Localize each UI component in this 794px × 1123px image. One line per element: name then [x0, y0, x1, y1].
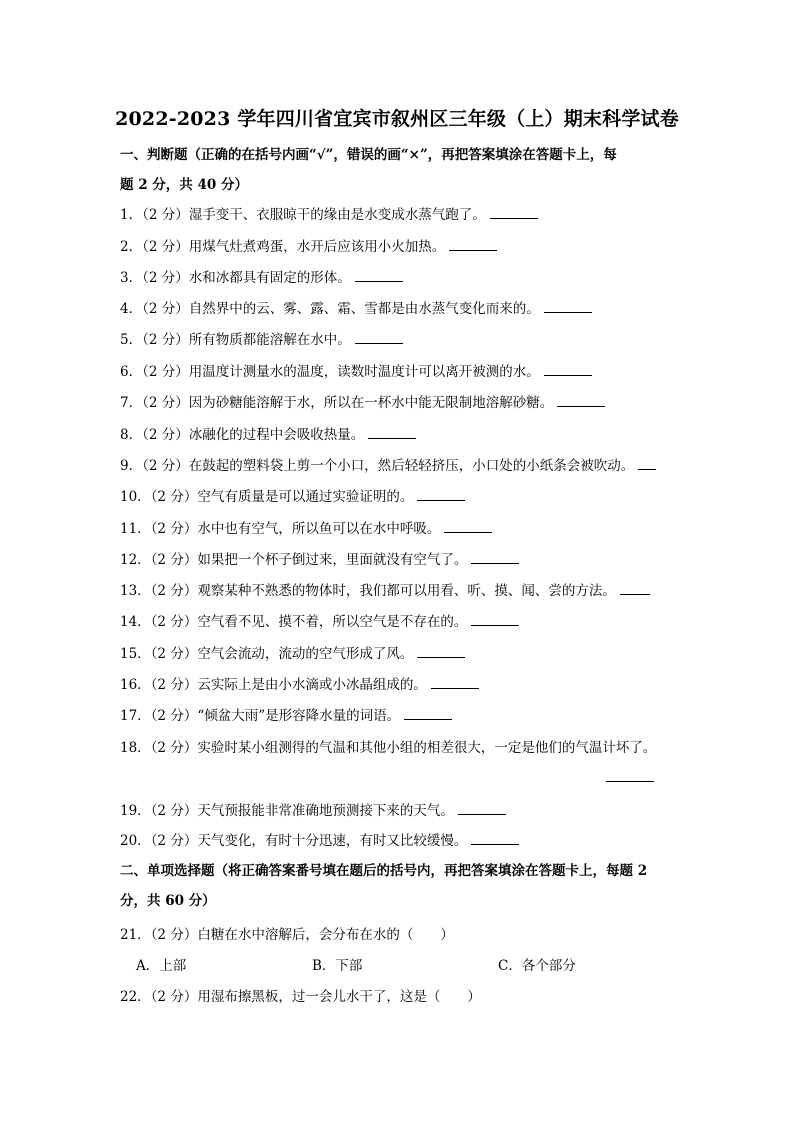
question-score: （2 分）: [150, 521, 198, 537]
question-2: [120, 237, 680, 257]
question-number: 20．: [120, 833, 151, 849]
question-17: [120, 706, 680, 726]
answer-blank[interactable]: [557, 394, 605, 407]
answer-blank[interactable]: [444, 520, 492, 533]
question-21: [120, 925, 680, 945]
question-number: 8．: [120, 427, 143, 443]
question-number: 1．: [120, 207, 143, 223]
question-9: [120, 456, 680, 476]
question-13: [120, 581, 680, 601]
question-text: 水和冰都具有固定的形体。: [188, 270, 351, 286]
question-text: “倾盆大雨”是形容降水量的词语。: [197, 708, 401, 724]
option-b[interactable]: B．下部: [312, 958, 363, 974]
question-score: （2 分）: [150, 989, 198, 1005]
answer-blank[interactable]: [471, 832, 519, 845]
section-2-heading: [120, 856, 680, 916]
question-20: [120, 831, 680, 851]
question-12: [120, 550, 680, 570]
question-score: （2 分）: [142, 301, 189, 317]
question-text: 用湿布擦黑板，过一会儿水干了，这是（ ）: [197, 989, 481, 1005]
answer-blank[interactable]: [638, 457, 656, 470]
question-text: 所有物质都能溶解在水中。: [188, 332, 351, 348]
section-1-heading: [120, 140, 680, 200]
question-number: 4．: [120, 301, 143, 317]
question-number: 6．: [120, 364, 143, 380]
question-16: [120, 675, 680, 695]
answer-blank[interactable]: [449, 238, 497, 251]
question-number: 2．: [120, 239, 143, 255]
section-1-line-1: 一、判断题（正确的在括号内画“√”，错误的画“×”，再把答案填涂在答题卡上，每: [120, 147, 617, 163]
question-6: [120, 362, 680, 382]
question-number: 22．: [120, 989, 151, 1005]
question-score: （2 分）: [150, 646, 198, 662]
section-2-line-1: 二、单项选择题（将正确答案番号填在题后的括号内，再把答案填涂在答题卡上，每题 2: [120, 863, 648, 879]
page-title: 2022-2023 学年四川省宜宾市叙州区三年级（上）期末科学试卷: [115, 108, 679, 130]
section-1-line-2: 题 2 分，共 40 分）: [120, 177, 248, 193]
answer-blank[interactable]: [471, 613, 519, 626]
question-text: 空气有质量是可以通过实验证明的。: [197, 489, 414, 505]
answer-blank[interactable]: [471, 551, 519, 564]
question-number: 10．: [120, 489, 151, 505]
question-number: 16．: [120, 677, 151, 693]
answer-blank[interactable]: [368, 426, 416, 439]
question-text: 观察某种不熟悉的物体时，我们都可以用看、听、摸、闻、尝的方法。: [197, 583, 616, 599]
question-number: 14．: [120, 614, 151, 630]
question-number: 9．: [120, 458, 143, 474]
question-number: 11．: [120, 521, 151, 537]
question-score: （2 分）: [142, 458, 189, 474]
question-score: （2 分）: [150, 927, 198, 943]
question-number: 7．: [120, 395, 143, 411]
question-11: [120, 519, 680, 539]
question-score: （2 分）: [142, 207, 189, 223]
question-text: 湿手变干、衣服晾干的缘由是水变成水蒸气跑了。: [188, 207, 486, 223]
question-text: 用煤气灶煮鸡蛋，水开后应该用小火加热。: [188, 239, 446, 255]
question-text: 空气会流动，流动的空气形成了风。: [197, 646, 414, 662]
question-score: （2 分）: [142, 427, 189, 443]
question-text: 天气变化，有时十分迅速，有时又比较缓慢。: [197, 833, 468, 849]
answer-blank[interactable]: [544, 300, 592, 313]
question-score: （2 分）: [142, 332, 189, 348]
answer-blank[interactable]: [458, 802, 506, 815]
option-a[interactable]: A．上部: [136, 958, 187, 974]
answer-blank[interactable]: [431, 676, 479, 689]
question-14: [120, 612, 680, 632]
question-score: （2 分）: [150, 552, 198, 568]
question-score: （2 分）: [150, 740, 198, 756]
answer-blank[interactable]: [490, 206, 538, 219]
question-text: 云实际上是由小水滴或小冰晶组成的。: [197, 677, 427, 693]
answer-blank[interactable]: [355, 331, 403, 344]
question-number: 5．: [120, 332, 143, 348]
question-score: （2 分）: [150, 833, 198, 849]
question-text: 水中也有空气，所以鱼可以在水中呼吸。: [197, 521, 441, 537]
question-19: [120, 801, 680, 821]
answer-blank[interactable]: [404, 707, 452, 720]
question-text: 因为砂糖能溶解于水，所以在一杯水中能无限制地溶解砂糖。: [188, 395, 554, 411]
question-7: [120, 393, 680, 413]
question-number: 21．: [120, 927, 151, 943]
question-score: （2 分）: [150, 614, 198, 630]
answer-blank[interactable]: [355, 269, 403, 282]
option-c[interactable]: C．各个部分: [498, 958, 576, 974]
question-score: （2 分）: [150, 803, 198, 819]
question-score: （2 分）: [142, 364, 189, 380]
question-score: （2 分）: [150, 677, 198, 693]
answer-blank[interactable]: [620, 582, 650, 595]
question-text: 冰融化的过程中会吸收热量。: [188, 427, 365, 443]
question-3: [120, 268, 680, 288]
question-number: 19．: [120, 803, 151, 819]
question-text: 用温度计测量水的温度，读数时温度计可以离开被测的水。: [188, 364, 540, 380]
question-number: 3．: [120, 270, 143, 286]
answer-blank[interactable]: [544, 363, 592, 376]
question-text: 自然界中的云、雾、露、霜、雪都是由水蒸气变化而来的。: [188, 301, 540, 317]
question-score: （2 分）: [142, 270, 189, 286]
question-score: （2 分）: [150, 489, 198, 505]
answer-blank-q18[interactable]: [606, 781, 654, 782]
question-number: 17．: [120, 708, 151, 724]
question-text: 实验时某小组测得的气温和其他小组的相差很大，一定是他们的气温计坏了。: [197, 740, 657, 756]
answer-blank[interactable]: [417, 488, 465, 501]
question-1: [120, 205, 680, 225]
question-score: （2 分）: [142, 239, 189, 255]
question-score: （2 分）: [142, 395, 189, 411]
question-text: 如果把一个杯子倒过来，里面就没有空气了。: [197, 552, 468, 568]
question-number: 12．: [120, 552, 151, 568]
question-22: [120, 987, 680, 1007]
question-15: [120, 644, 680, 664]
question-number: 18．: [120, 740, 151, 756]
question-score: （2 分）: [150, 708, 198, 724]
question-8: [120, 425, 680, 445]
question-text: 白糖在水中溶解后，会分布在水的（ ）: [197, 927, 454, 943]
question-number: 15．: [120, 646, 151, 662]
question-text: 在鼓起的塑料袋上剪一个小口，然后轻轻挤压，小口处的小纸条会被吹动。: [188, 458, 635, 474]
question-text: 空气看不见、摸不着，所以空气是不存在的。: [197, 614, 468, 630]
question-number: 13．: [120, 583, 151, 599]
question-text: 天气预报能非常准确地预测接下来的天气。: [197, 803, 454, 819]
question-4: [120, 299, 680, 319]
question-5: [120, 330, 680, 350]
question-10: [120, 487, 680, 507]
question-score: （2 分）: [150, 583, 198, 599]
section-2-line-2: 分，共 60 分）: [120, 893, 216, 909]
answer-blank[interactable]: [417, 645, 465, 658]
question-18: [120, 738, 680, 758]
